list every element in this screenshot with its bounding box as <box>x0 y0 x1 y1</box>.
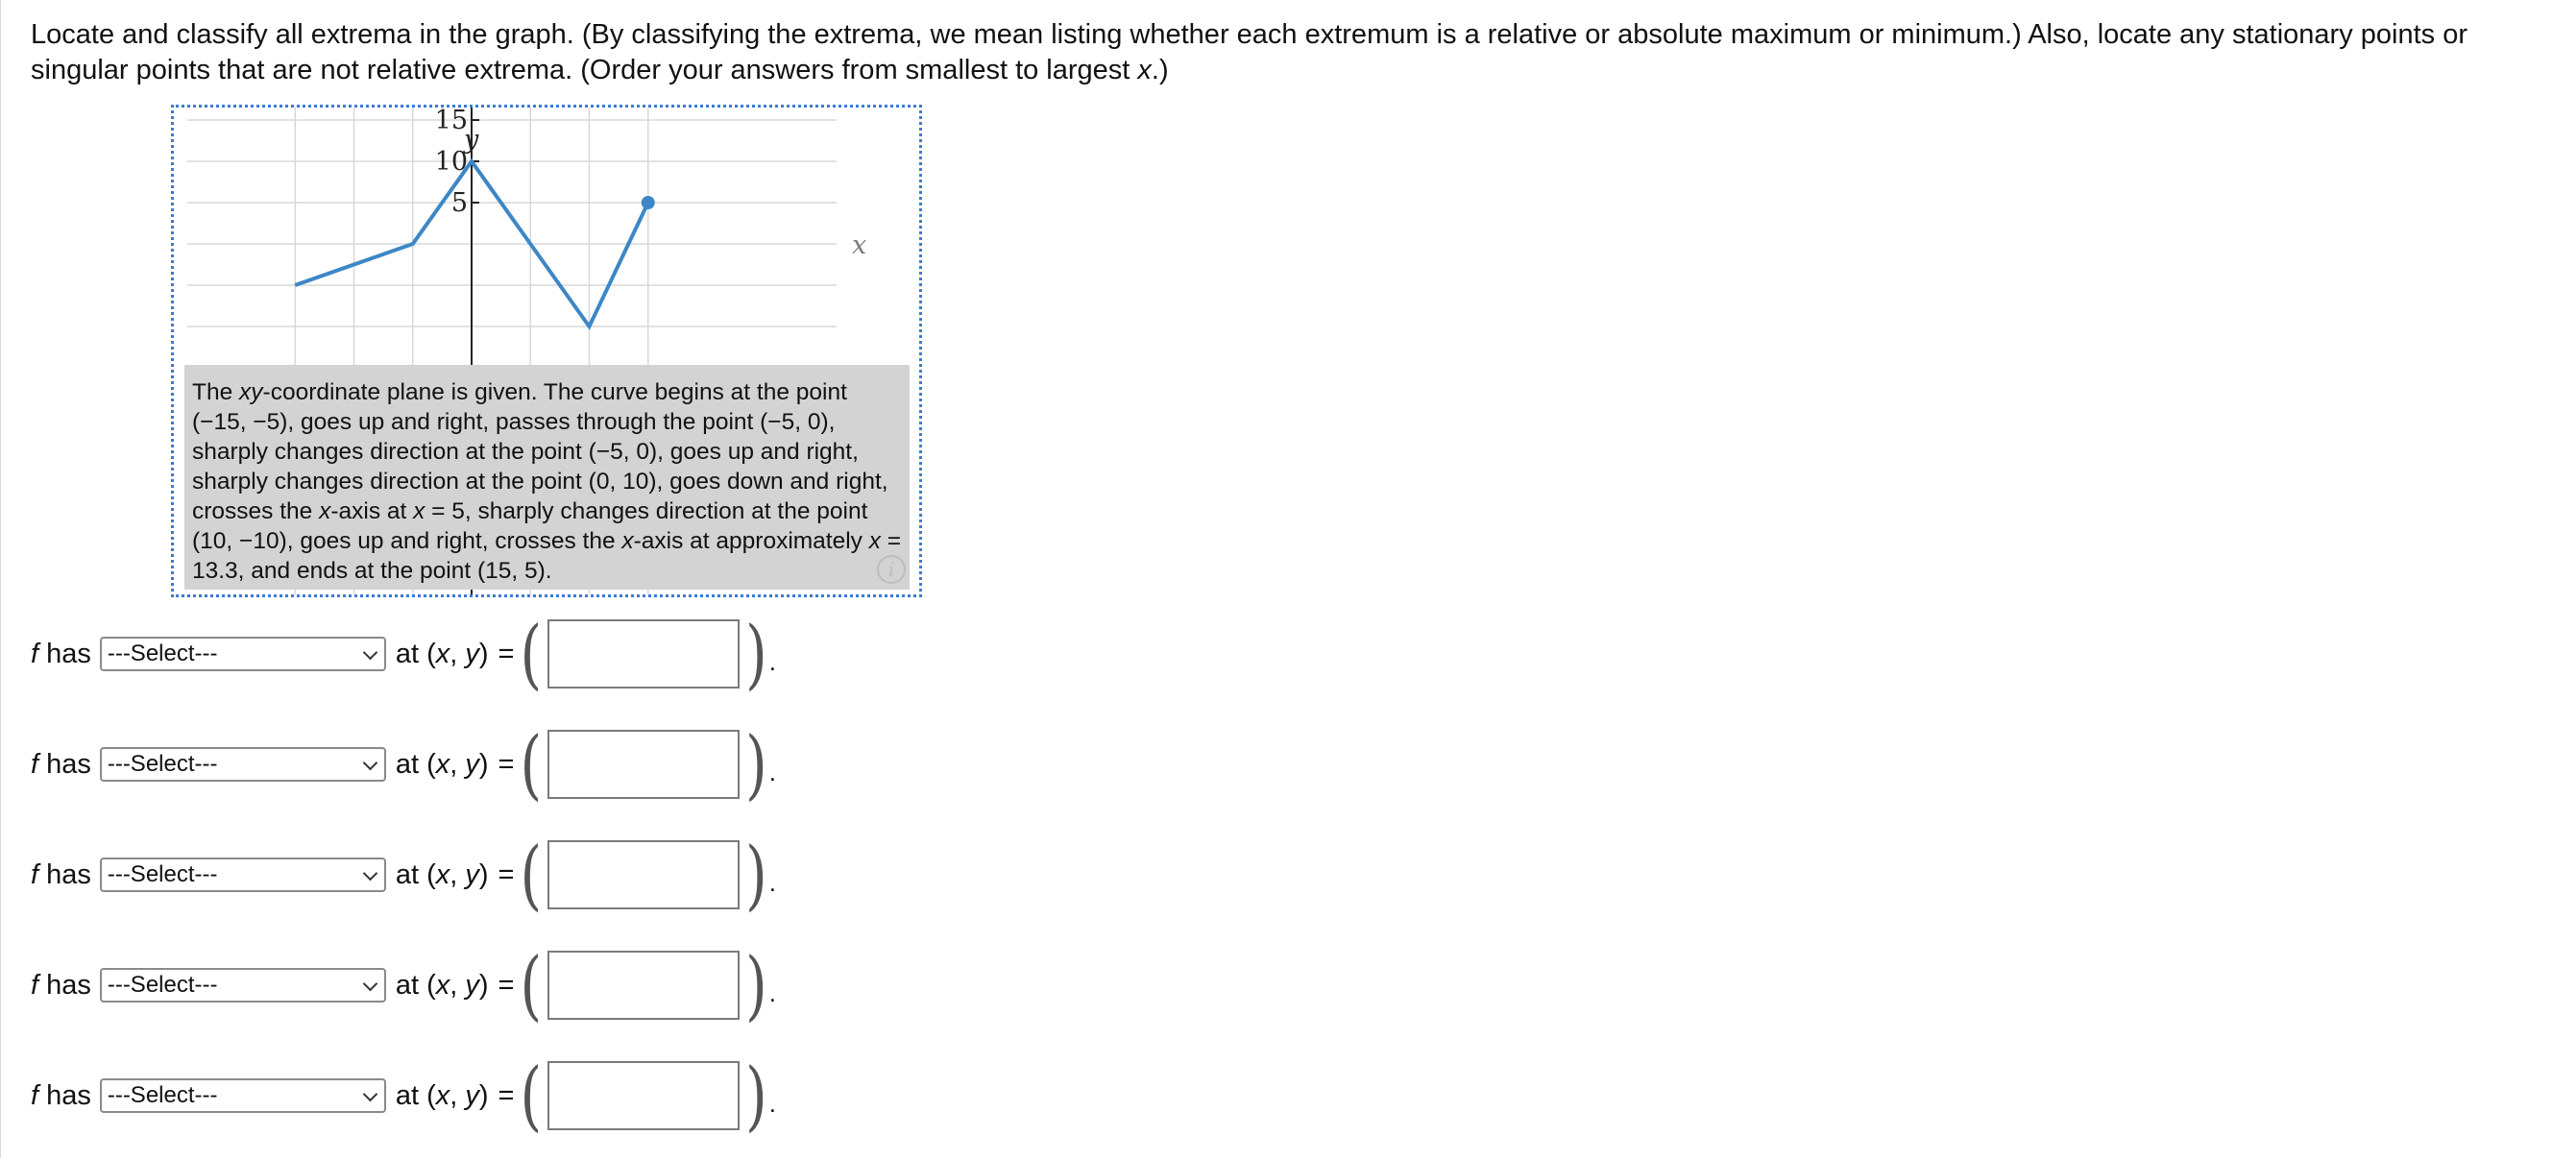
has-label: has <box>46 858 91 890</box>
has-label: has <box>46 748 91 780</box>
close-paren: ) <box>745 1051 767 1140</box>
f-label: f <box>31 748 39 780</box>
f-label: f <box>31 969 39 1001</box>
x-axis-label: x <box>852 230 867 260</box>
equals-sign: = <box>498 638 515 669</box>
desc-seg-5: x <box>413 498 425 524</box>
desc-seg-7: x <box>621 528 634 554</box>
f-label: f <box>31 858 39 890</box>
open-paren: ( <box>520 831 543 919</box>
graph-figure[interactable] <box>171 105 922 597</box>
chevron-down-icon <box>363 866 378 882</box>
coordinate-input-2[interactable] <box>547 730 740 799</box>
select-value: ---Select--- <box>107 751 218 777</box>
desc-seg-8: -axis at approximately <box>633 528 869 554</box>
open-paren: ( <box>520 1051 543 1140</box>
answer-row-4 <box>31 941 776 1029</box>
select-value: ---Select--- <box>107 640 218 666</box>
period: . <box>768 1089 776 1118</box>
at-xy-label: at (x, y) <box>395 969 489 1001</box>
desc-seg-0: The <box>192 379 240 405</box>
open-paren: ( <box>520 610 543 698</box>
y-tick-label: 15 <box>434 108 468 135</box>
graph-description <box>184 365 910 590</box>
equals-sign: = <box>498 1079 515 1111</box>
desc-seg-6: = 5, sharply changes direction at the point (10, −10), goes up and right, crosses the <box>192 498 868 554</box>
f-label: f <box>31 638 39 669</box>
equals-sign: = <box>498 858 515 890</box>
equals-sign: = <box>498 969 515 1001</box>
close-paren: ) <box>745 831 767 919</box>
at-xy-label: at (x, y) <box>395 1079 489 1111</box>
equals-sign: = <box>498 748 515 780</box>
y-tick-label: 10 <box>434 147 468 177</box>
extremum-type-select-1[interactable] <box>100 637 386 671</box>
extremum-type-select-2[interactable] <box>100 747 386 782</box>
period: . <box>768 979 776 1007</box>
answer-row-5 <box>31 1051 776 1140</box>
period: . <box>768 868 776 897</box>
answer-row-2 <box>31 720 776 809</box>
coordinate-input-4[interactable] <box>547 951 740 1020</box>
has-label: has <box>46 1079 91 1111</box>
info-icon[interactable]: i <box>877 555 906 584</box>
extremum-type-select-3[interactable] <box>100 858 386 892</box>
desc-seg-2: -coordinate plane is given. The curve begins at the point (−15, −5), goes up and right, passes through the point (−5, 0), sharply changes direction at the point (−5, 0), goes up and right, sharply changes direction at the point (0, 10), goes down and right, crosses the <box>192 379 888 524</box>
select-value: ---Select--- <box>107 972 218 998</box>
period: . <box>768 647 776 676</box>
at-xy-label: at (x, y) <box>395 858 489 890</box>
at-xy-label: at (x, y) <box>395 748 489 780</box>
at-xy-label: at (x, y) <box>395 638 489 669</box>
close-paren: ) <box>745 610 767 698</box>
coordinate-input-3[interactable] <box>547 840 740 909</box>
close-paren: ) <box>745 941 767 1029</box>
chevron-down-icon <box>363 1087 378 1102</box>
question-seg-2: .) <box>1151 55 1169 85</box>
desc-seg-9: x <box>868 528 881 554</box>
answer-row-3 <box>31 831 776 919</box>
chevron-down-icon <box>363 977 378 992</box>
question-seg-0: Locate and classify all extrema in the graph. (By classifying the extrema, we mean listing whether each extremum is a relative or absolute maximum or minimum.) Also, locate any stationary points or singular points that are not relative extrema. (Order your answers from smallest to largest <box>31 19 2467 85</box>
desc-seg-1: xy <box>239 379 263 405</box>
desc-seg-10: = 13.3, and ends at the point (15, 5). <box>192 528 902 584</box>
coordinate-input-1[interactable] <box>547 619 740 689</box>
close-paren: ) <box>745 720 767 809</box>
coordinate-input-5[interactable] <box>547 1061 740 1130</box>
question-seg-1: x <box>1137 55 1152 85</box>
select-value: ---Select--- <box>107 861 218 887</box>
chevron-down-icon <box>363 645 378 661</box>
f-label: f <box>31 1079 39 1111</box>
question-text <box>31 17 2547 88</box>
y-tick-label: 5 <box>450 188 468 218</box>
desc-seg-3: x <box>319 498 331 524</box>
extremum-type-select-4[interactable] <box>100 968 386 1003</box>
extremum-type-select-5[interactable] <box>100 1078 386 1113</box>
has-label: has <box>46 969 91 1001</box>
chevron-down-icon <box>363 756 378 771</box>
y-axis-label: y <box>464 125 479 155</box>
has-label: has <box>46 638 91 669</box>
open-paren: ( <box>520 941 543 1029</box>
select-value: ---Select--- <box>107 1082 218 1108</box>
answer-row-1 <box>31 610 776 698</box>
desc-seg-4: -axis at <box>330 498 414 524</box>
open-paren: ( <box>520 720 543 809</box>
period: . <box>768 758 776 786</box>
curve-endpoint <box>642 196 655 209</box>
